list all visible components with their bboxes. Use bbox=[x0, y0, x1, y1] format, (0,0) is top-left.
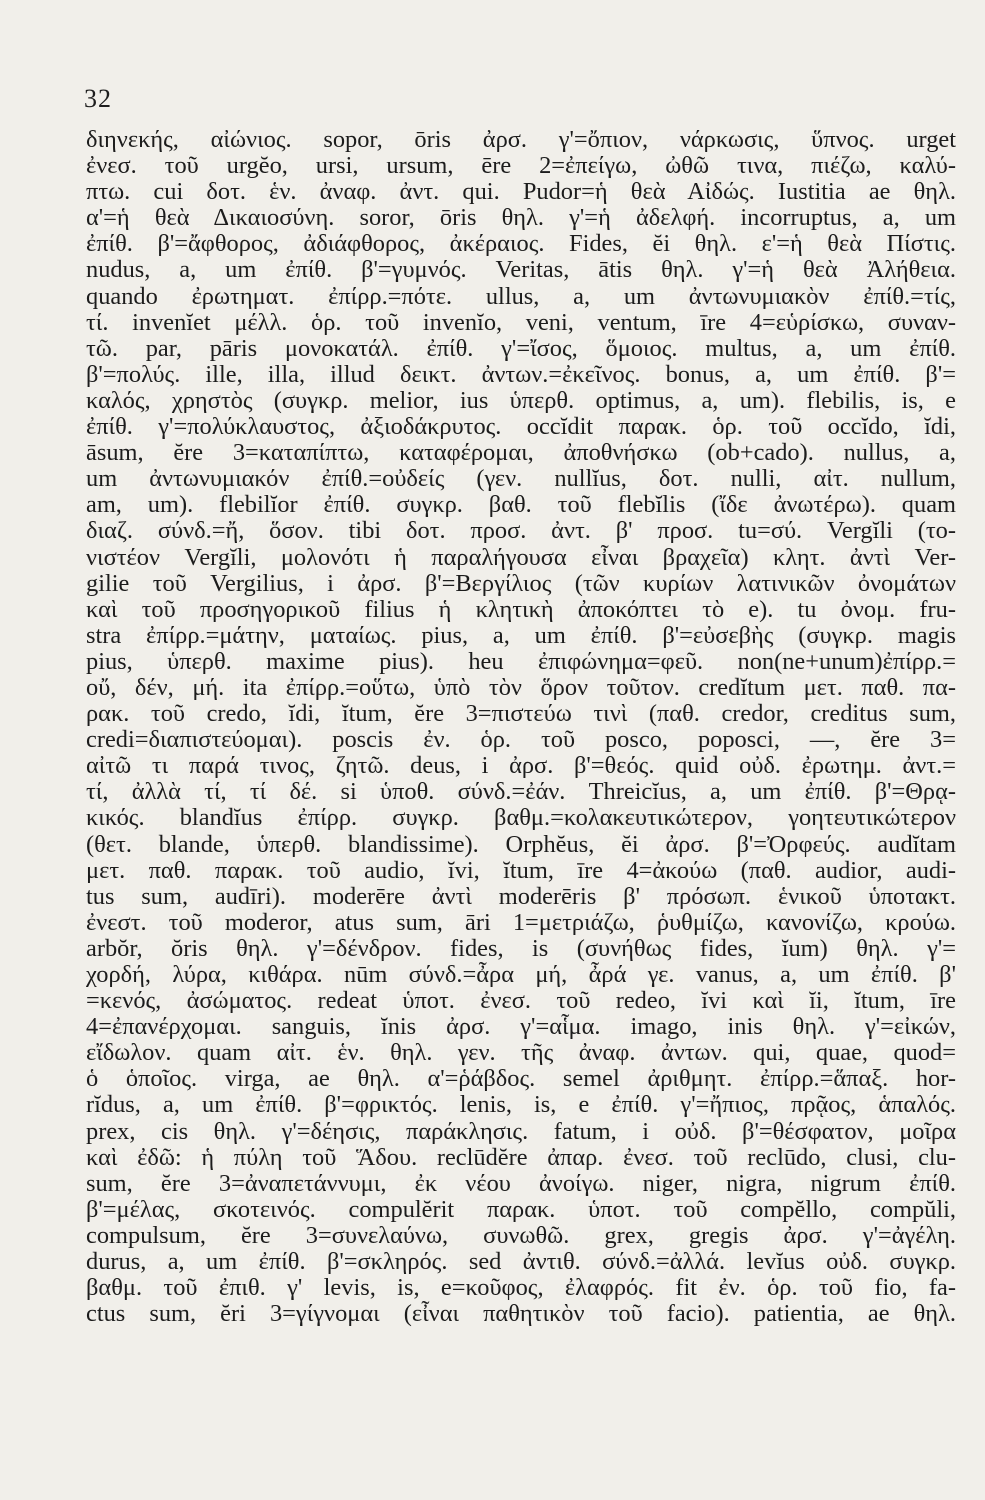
text-line: διαζ. σύνδ.=ἤ, ὅσον. tibi δοτ. προσ. ἀντ. β' προσ. tu=σύ. Vergĭli (το- bbox=[86, 518, 956, 545]
text-line: καλός, χρηστὸς (συγκρ. melior, ius ὑπερθ. optimus, a, um). flebilis, is, e bbox=[86, 387, 956, 414]
page-number: 32 bbox=[84, 84, 112, 113]
text-line: διηνεκής, αἰώνιος. sopor, ōris ἀρσ. γ'=ὄπιον, νάρκωσις, ὕπνος. urget bbox=[86, 127, 956, 153]
body-text bbox=[86, 127, 956, 1327]
text-line: α'=ἡ θεὰ Δικαιοσύνη. soror, ōris θηλ. γ'=ἡ ἀδελφή. incorruptus, a, um bbox=[86, 205, 956, 232]
text-line: nudus, a, um ἐπίθ. β'=γυμνός. Veritas, ātis θηλ. γ'=ἡ θεὰ Ἀλήθεια. bbox=[86, 257, 956, 284]
text-line: πτω. cui δοτ. ἑν. ἀναφ. ἀντ. qui. Pudor=ἡ θεὰ Αἰδώς. Iustitia ae θηλ. bbox=[86, 179, 956, 206]
text-line: tus sum, audīri). moderēre ἀντὶ moderēris β' πρόσωπ. ἑνικοῦ ὑποτακτ. bbox=[86, 883, 956, 910]
text-line: ὁ ὁποῖος. virga, ae θηλ. α'=ῥάβδος. semel ἀριθμητ. ἐπίρρ.=ἅπαξ. hor- bbox=[86, 1066, 956, 1093]
text-line: καὶ τοῦ προσηγορικοῦ filius ἡ κλητικὴ ἀποκόπτει τὸ e). tu ὀνομ. fru- bbox=[86, 596, 956, 623]
text-line: κικός. blandĭus ἐπίρρ. συγκρ. βαθμ.=κολακευτικώτερον, γοητευτικώτερον bbox=[86, 805, 956, 832]
text-line: β'=μέλας, σκοτεινός. compulĕrit παρακ. ὑποτ. τοῦ compĕllo, compŭli, bbox=[86, 1196, 956, 1223]
text-line: τί. invenĭet μέλλ. ὁρ. τοῦ invenĭo, veni, ventum, īre 4=εὑρίσκω, συναν- bbox=[86, 309, 956, 336]
text-line: gilie τοῦ Vergilius, i ἀρσ. β'=Βεργίλιος (τῶν κυρίων λατινικῶν ὀνομάτων bbox=[86, 570, 956, 597]
text-line: χορδή, λύρα, κιθάρα. nūm σύνδ.=ἆρα μή, ἆρά γε. vanus, a, um ἐπίθ. β' bbox=[86, 962, 956, 988]
text-line: prex, cis θηλ. γ'=δέησις, παράκλησις. fatum, i οὐδ. β'=θέσφατον, μοῖρα bbox=[86, 1118, 956, 1145]
text-line: credi=διαπιστεύομαι). poscis ἐν. ὁρ. τοῦ posco, poposci, —, ĕre 3= bbox=[86, 727, 956, 754]
text-line: ρακ. τοῦ credo, ĭdi, ĭtum, ĕre 3=πιστεύω τινὶ (παθ. credor, creditus sum, bbox=[86, 701, 956, 728]
text-line: οὔ, δέν, μή. ita ἐπίρρ.=οὕτω, ὑπὸ τὸν ὅρον τοῦτον. credĭtum μετ. παθ. πα- bbox=[86, 674, 956, 701]
text-line: τῶ. par, pāris μονοκατάλ. ἐπίθ. γ'=ἴσος, ὅμοιος. multus, a, um ἐπίθ. bbox=[86, 335, 956, 362]
text-line: νιστέον Vergĭli, μολονότι ἡ παραλήγουσα εἶναι βραχεῖα) κλητ. ἀντὶ Ver- bbox=[86, 544, 956, 571]
text-line: pius, ὑπερθ. maxime pius). heu ἐπιφώνημα=φεῦ. non(ne+unum)ἐπίρρ.= bbox=[86, 648, 956, 675]
text-line: āsum, ĕre 3=καταπίπτω, καταφέρομαι, ἀποθνήσκω (ob+cado). nullus, a, bbox=[86, 440, 956, 467]
text-line: am, um). flebilĭor ἐπίθ. συγκρ. βαθ. τοῦ flebĭlis (ἴδε ἀνωτέρω). quam bbox=[86, 492, 956, 519]
text-line: ἐνεσ. τοῦ urgĕo, ursi, ursum, ēre 2=ἐπείγω, ὠθῶ τινα, πιέζω, καλύ- bbox=[86, 153, 956, 180]
text-line: βαθμ. τοῦ ἐπιθ. γ' levis, is, e=κοῦφος, ἐλαφρός. fit ἐν. ὁρ. τοῦ fio, fa- bbox=[86, 1275, 956, 1302]
text-line: ctus sum, ĕri 3=γίγνομαι (εἶναι παθητικὸν τοῦ facio). patientia, ae θηλ. bbox=[86, 1301, 956, 1328]
text-line: um ἀντωνυμιακόν ἐπίθ.=οὐδείς (γεν. nullĭus, δοτ. nulli, αἰτ. nullum, bbox=[86, 466, 956, 493]
text-line: β'=πολύς. ille, illa, illud δεικτ. ἀντων.=ἐκεῖνος. bonus, a, um ἐπίθ. β'= bbox=[86, 361, 956, 388]
text-line: ἐπίθ. γ'=πολύκλαυστος, ἀξιοδάκρυτος. occĭdit παρακ. ὁρ. τοῦ occĭdo, ĭdi, bbox=[86, 414, 956, 441]
text-line: καὶ ἐδῶ: ἡ πύλη τοῦ Ἅδου. reclūdĕre ἀπαρ. ἐνεσ. τοῦ reclūdo, clusi, clu- bbox=[86, 1144, 956, 1171]
text-line: (θετ. blande, ὑπερθ. blandissime). Orphĕus, ĕi ἀρσ. β'=Ὀρφεύς. audĭtam bbox=[86, 831, 956, 858]
text-line: =κενός, ἀσώματος. redeat ὑποτ. ἐνεσ. τοῦ redeo, ĭvi καὶ ĭi, ĭtum, īre bbox=[86, 988, 956, 1015]
text-line: εἴδωλον. quam αἰτ. ἑν. θηλ. γεν. τῆς ἀναφ. ἀντων. qui, quae, quod= bbox=[86, 1040, 956, 1067]
text-line: ἐνεστ. τοῦ moderor, atus sum, āri 1=μετριάζω, ῥυθμίζω, κανονίζω, κρούω. bbox=[86, 909, 956, 936]
text-line: compulsum, ĕre 3=συνελαύνω, συνωθῶ. grex, gregis ἀρσ. γ'=ἀγέλη. bbox=[86, 1222, 956, 1249]
text-line: ἐπίθ. β'=ἄφθορος, ἀδιάφθορος, ἀκέραιος. Fides, ĕi θηλ. ε'=ἡ θεὰ Πίστις. bbox=[86, 231, 956, 258]
text-line: αἰτῶ τι παρά τινος, ζητῶ. deus, i ἀρσ. β'=θεός. quid οὐδ. ἐρωτημ. ἀντ.= bbox=[86, 753, 956, 780]
text-line: μετ. παθ. παρακ. τοῦ audio, ĭvi, ĭtum, īre 4=ἀκούω (παθ. audior, audi- bbox=[86, 857, 956, 884]
text-line: τί, ἀλλὰ τί, τί δέ. si ὑποθ. σύνδ.=ἐάν. Threicĭus, a, um ἐπίθ. β'=Θρᾳ- bbox=[86, 779, 956, 806]
text-line: rĭdus, a, um ἐπίθ. β'=φρικτός. lenis, is, e ἐπίθ. γ'=ἤπιος, πρᾷος, ἁπαλός. bbox=[86, 1092, 956, 1119]
text-line: quando ἐρωτηματ. ἐπίρρ.=πότε. ullus, a, um ἀντωνυμιακὸν ἐπίθ.=τίς, bbox=[86, 283, 956, 310]
text-line: durus, a, um ἐπίθ. β'=σκληρός. sed ἀντιθ. σύνδ.=ἀλλά. levĭus οὐδ. συγκρ. bbox=[86, 1249, 956, 1276]
text-line: stra ἐπίρρ.=μάτην, ματαίως. pius, a, um ἐπίθ. β'=εὐσεβὴς (συγκρ. magis bbox=[86, 622, 956, 649]
text-line: 4=ἐπανέρχομαι. sanguis, ĭnis ἀρσ. γ'=αἷμα. imago, inis θηλ. γ'=εἰκών, bbox=[86, 1014, 956, 1041]
text-line: sum, ĕre 3=ἀναπετάννυμι, ἐκ νέου ἀνοίγω. niger, nigra, nigrum ἐπίθ. bbox=[86, 1170, 956, 1197]
text-line: arbŏr, ŏris θηλ. γ'=δένδρον. fides, is (συνήθως fides, ĭum) θηλ. γ'= bbox=[86, 935, 956, 962]
